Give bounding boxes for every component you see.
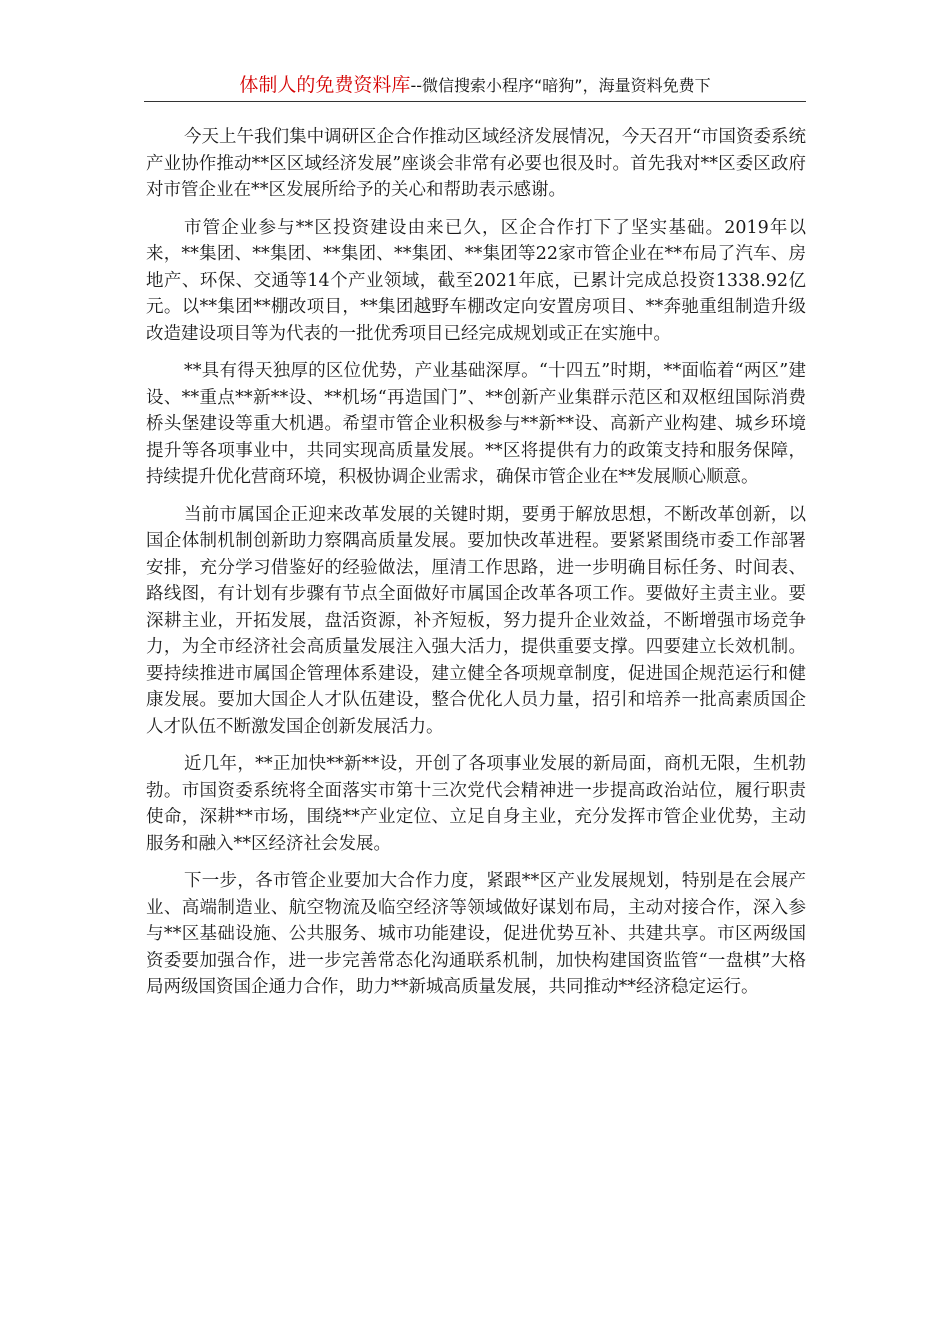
paragraph-1: 今天上午我们集中调研区企合作推动区域经济发展情况，今天召开“市国资委系统产业协作推动**区区域经济发展”座谈会非常有必要也很及时。首先我对**区委区政府对市管企业在**区发展所给予的关心和帮助表示感谢。	[146, 127, 806, 200]
paragraph-5: 近几年，**正加快**新**设，开创了各项事业发展的新局面，商机无限，生机勃勃。市国资委系统将全面落实市第十三次党代会精神进一步提高政治站位，履行职责使命，深耕**市场，围绕**产业定位、立足自身主业，充分发挥市管企业优势，主动服务和融入**区经济社会发展。	[146, 754, 806, 854]
paragraph-6: 下一步，各市管企业要加大合作力度，紧跟**区产业发展规划，特别是在会展产业、高端制造业、航空物流及临空经济等领域做好谋划布局，主动对接合作，深入参与**区基础设施、公共服务、城市功能建设，促进优势互补、共建共享。市区两级国资委要加强合作，进一步完善常态化沟通联系机制，加快构建国资监管“一盘棋”大格局两级国资国企通力合作，助力**新城高质量发展，共同推动**经济稳定运行。	[146, 871, 806, 997]
document-body	[146, 124, 806, 1012]
header-divider	[144, 101, 806, 102]
page-header	[144, 70, 806, 100]
header-tagline: --微信搜索小程序“暗狗”，海量资料免费下	[410, 76, 711, 95]
header-brand: 体制人的免费资料库	[239, 74, 411, 96]
paragraph-4: 当前市属国企正迎来改革发展的关键时期，要勇于解放思想，不断改革创新，以国企体制机制创新助力察隅高质量发展。要加快改革进程。要紧紧围绕市委工作部署安排，充分学习借鉴好的经验做法，厘清工作思路，进一步明确目标任务、时间表、路线图，有计划有步骤有节点全面做好市属国企改革各项工作。要做好主责主业。要深耕主业，开拓发展，盘活资源，补齐短板，努力提升企业效益，不断增强市场竞争力，为全市经济社会高质量发展注入强大活力，提供重要支撑。四要建立长效机制。要持续推进市属国企管理体系建设，建立健全各项规章制度，促进国企规范运行和健康发展。要加大国企人才队伍建设，整合优化人员力量，招引和培养一批高素质国企人才队伍不断激发国企创新发展活力。	[146, 504, 806, 737]
paragraph-3: **具有得天独厚的区位优势，产业基础深厚。“十四五”时期，**面临着“两区”建设、**重点**新**设、**机场“再造国门”、**创新产业集群示范区和双枢纽国际消费桥头堡建设等重大机遇。希望市管企业积极参与**新**设、高新产业构建、城乡环境提升等各项事业中，共同实现高质量发展。**区将提供有力的政策支持和服务保障，持续提升优化营商环境，积极协调企业需求，确保市管企业在**发展顺心顺意。	[146, 361, 806, 487]
paragraph-2: 市管企业参与**区投资建设由来已久，区企合作打下了坚实基础。2019年以来，**集团、**集团、**集团、**集团、**集团等22家市管企业在**布局了汽车、房地产、环保、交通等14个产业领域，截至2021年底，已累计完成总投资1338.92亿元。以**集团**棚改项目，**集团越野车棚改定向安置房项目、**奔驰重组制造升级改造建设项目等为代表的一批优秀项目已经完成规划或正在实施中。	[146, 217, 806, 344]
